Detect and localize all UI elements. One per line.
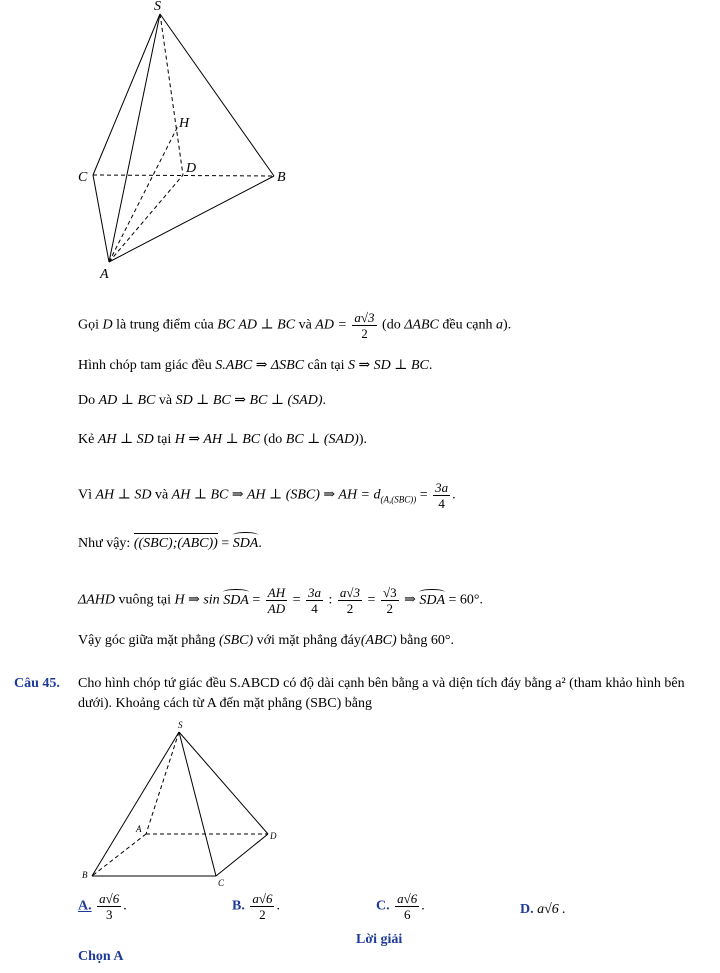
edge-sb — [92, 732, 179, 876]
math-angle-planes: ((SBC);(ABC)) — [134, 533, 218, 553]
math: ΔABC — [404, 317, 439, 333]
text: bằng — [400, 633, 428, 648]
solution-line-7 — [78, 585, 483, 616]
math: S.ABC ⇒ ΔSBC — [215, 358, 305, 373]
denominator: 2 — [259, 907, 266, 922]
denominator: 4 — [311, 601, 318, 616]
text: = — [292, 592, 301, 608]
edge-sa — [146, 732, 179, 834]
text: với mặt phẳng đáy — [256, 633, 361, 648]
denominator: 6 — [403, 907, 411, 922]
text: . — [276, 898, 280, 914]
edge-ad — [109, 175, 183, 262]
text: . — [452, 487, 456, 503]
text: (do — [382, 317, 401, 333]
math: (SBC) — [218, 633, 254, 648]
numerator: a√6 — [397, 891, 418, 906]
edge-ab — [92, 834, 146, 876]
numerator: a√6 — [252, 891, 273, 906]
text: Kẻ — [78, 432, 95, 447]
option-c[interactable] — [376, 891, 425, 922]
option-key: C. — [376, 898, 390, 914]
denominator: 2 — [361, 326, 368, 341]
fraction — [381, 585, 399, 616]
label-b: B — [277, 170, 286, 185]
text: ). — [503, 317, 512, 333]
label-c: C — [78, 170, 88, 185]
fraction — [306, 585, 323, 616]
numerator: a√3 — [339, 585, 361, 600]
fraction — [352, 310, 376, 341]
fraction — [266, 585, 287, 616]
edge-sb — [160, 14, 274, 176]
fraction — [338, 585, 362, 616]
math: H ⇒ sin — [174, 592, 220, 608]
text: cân tại — [307, 358, 345, 373]
math: 60° — [430, 633, 451, 648]
label-d: D — [186, 161, 197, 176]
text: : — [328, 592, 333, 608]
text: và — [154, 487, 169, 503]
option-key: B. — [232, 898, 245, 914]
math: AH ⊥ SD — [95, 487, 152, 503]
numerator: √3 — [382, 585, 397, 600]
label-a: A — [100, 267, 109, 282]
math: D — [102, 317, 113, 333]
solution-line-3 — [78, 392, 326, 410]
text: . — [322, 393, 327, 408]
label-d: D — [270, 831, 277, 841]
label-c: C — [218, 878, 225, 888]
math-angle: SDA — [419, 592, 445, 608]
text: là trung điểm của — [116, 317, 214, 333]
solution-line-8 — [78, 632, 454, 650]
math: S ⇒ SD ⊥ BC — [347, 358, 429, 373]
subscript: (A,(SBC)) — [380, 494, 417, 505]
denominator: AD — [267, 601, 286, 616]
text: = — [419, 487, 428, 503]
math-angle: SDA — [223, 592, 249, 608]
option-expression: a√6 . — [537, 902, 566, 917]
text: ⇒ — [404, 592, 416, 608]
text: . — [258, 536, 262, 551]
question-text: Cho hình chóp tứ giác đều S.ABCD có độ dài cạnh bên bằng a và diện tích đáy bằng a² (tham khảo hình bên dưới). Khoảng cách từ A đến mặt phẳng (SBC) bằng — [78, 676, 685, 711]
edge-ab — [109, 176, 274, 262]
math: H ⇒ AH ⊥ BC — [174, 432, 261, 447]
numerator: a√3 — [354, 310, 375, 325]
text: = — [367, 592, 376, 608]
math: BC ⊥ (SAD) — [285, 432, 359, 447]
solution-heading: Lời giải — [356, 932, 403, 947]
label-a: A — [136, 824, 142, 834]
math: (ABC) — [360, 633, 397, 648]
text: Hình chóp tam giác đều — [78, 358, 212, 373]
edge-cd — [216, 834, 268, 876]
text: đều cạnh — [442, 317, 493, 333]
denominator: 4 — [438, 496, 445, 511]
solution-line-4 — [78, 431, 367, 449]
math: BC AD ⊥ BC — [217, 317, 296, 333]
denominator: 2 — [346, 601, 354, 616]
text: = 60°. — [448, 592, 483, 608]
option-key: D. — [520, 902, 534, 917]
math: AD ⊥ BC — [98, 393, 156, 408]
edge-sd — [160, 14, 183, 175]
edge-sa — [109, 14, 160, 262]
solution-line-2 — [78, 357, 432, 375]
edge-sc — [93, 14, 160, 175]
text: ). — [358, 432, 367, 447]
text: . — [421, 898, 425, 914]
math-angle: SDA — [232, 536, 259, 551]
edge-ah — [109, 126, 178, 262]
text: Gọi — [78, 317, 99, 333]
text: Như vậy: — [78, 536, 131, 551]
fraction — [97, 891, 121, 922]
label-h: H — [179, 116, 190, 131]
numerator: 3a — [308, 585, 322, 600]
solution-line-1 — [78, 310, 511, 341]
solution-line-6 — [78, 533, 262, 553]
label-s: S — [154, 0, 161, 14]
solution-line-5 — [78, 480, 456, 511]
option-d[interactable] — [520, 902, 566, 918]
label-s: S — [178, 720, 183, 730]
math: SD ⊥ BC ⇒ BC ⊥ (SAD) — [175, 393, 323, 408]
text: và — [298, 317, 312, 333]
text: Vậy góc giữa mặt phẳng — [78, 633, 216, 648]
option-a[interactable] — [78, 891, 127, 922]
option-key: A. — [78, 898, 92, 914]
question-label: Câu 45. — [14, 676, 60, 691]
fraction — [395, 891, 419, 922]
edge-cb — [93, 175, 274, 176]
figure-pyramid-sabcd — [78, 716, 288, 892]
text: tại — [157, 432, 172, 447]
math: a — [496, 317, 504, 333]
edge-ca — [93, 175, 109, 262]
fraction — [433, 480, 450, 511]
option-b[interactable] — [232, 891, 280, 922]
math: AH ⊥ BC ⇒ AH ⊥ (SBC) ⇒ AH = d — [171, 487, 381, 503]
math: AD = — [315, 317, 347, 333]
text: = — [221, 536, 230, 551]
math: ΔAHD — [78, 592, 115, 608]
numerator: AH — [267, 585, 286, 600]
denominator: 2 — [386, 601, 394, 616]
label-b: B — [82, 870, 88, 880]
text: . — [450, 633, 454, 648]
text: . — [123, 898, 127, 914]
text: Do — [78, 393, 96, 408]
numerator: a√6 — [99, 891, 120, 906]
figure-pyramid-sabc — [60, 0, 320, 290]
denominator: 3 — [105, 907, 113, 922]
text: = — [252, 592, 261, 608]
math: AH ⊥ SD — [97, 432, 154, 447]
text: . — [428, 358, 433, 373]
text: và — [158, 393, 173, 408]
text: Vì — [78, 487, 92, 503]
text: (do — [263, 432, 283, 447]
text: vuông tại — [118, 592, 171, 608]
fraction — [250, 891, 274, 922]
numerator: 3a — [435, 480, 449, 495]
answer-label: Chọn A — [78, 949, 124, 964]
